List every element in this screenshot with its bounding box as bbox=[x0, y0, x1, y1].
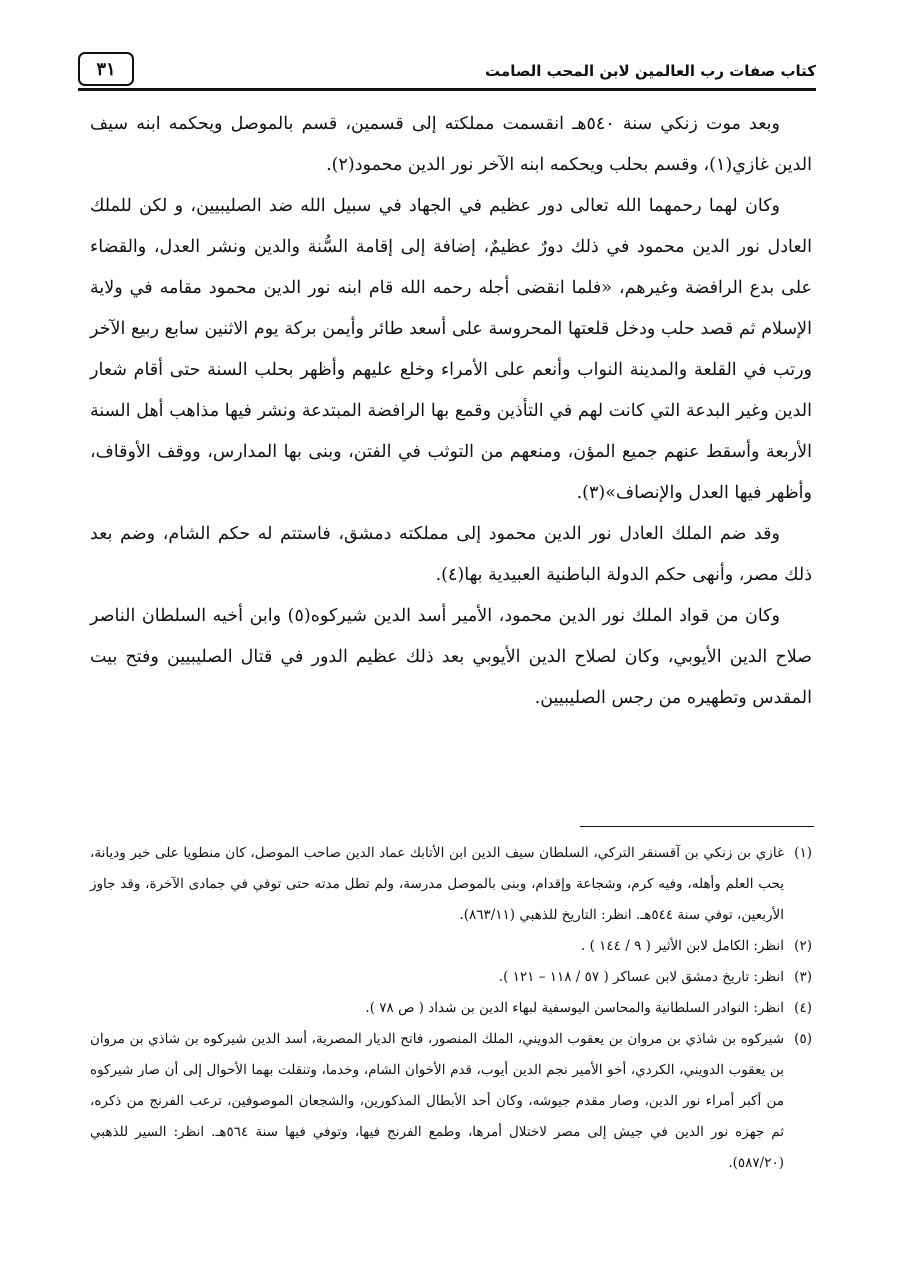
footnotes bbox=[90, 838, 812, 1179]
footnote-item bbox=[90, 931, 812, 962]
paragraph: وكان لهما رحمهما الله تعالى دور عظيم في الجهاد في سبيل الله ضد الصليبيين، و لكن للملك العادل نور الدين محمود في ذلك دورٌ عظيمٌ، إضافة إلى إقامة السُّنة والدين ونشر العدل، والقضاء على بدع الرافضة وغيرهم، «فلما انقضى أجله رحمه الله قام ابنه نور الدين محمود مقامه في ولاية الإسلام ثم قصد حلب ودخل قلعتها المحروسة على أسعد طائر وأيمن بركة يوم الاثنين سابع ربيع الآخر ورتب في القلعة والمدينة النواب وأنعم على الأمراء وخلع عليهم وأظهر بحلب السنة حتى أقام شعار الدين وغير البدعة التي كانت لهم في التأذين وقمع بها الرافضة المبتدعة ونشر فيها مذاهب أهل السنة الأربعة وأسقط عنهم جميع المؤن، ومنعهم من التوثب في الفتن، وبنى بها المدارس، ووقف الأوقاف، وأظهر فيها العدل والإنصاف»(٣). bbox=[90, 196, 812, 503]
header-divider bbox=[78, 88, 816, 91]
footnote-item bbox=[90, 838, 812, 931]
footnote-number: (١) bbox=[794, 845, 812, 861]
page-header bbox=[78, 52, 816, 92]
footnote-number: (٤) bbox=[794, 1000, 812, 1016]
footnote-number: (٣) bbox=[794, 969, 812, 985]
paragraph: وكان من قواد الملك نور الدين محمود، الأمير أسد الدين شيركوه(٥) وابن أخيه السلطان الناصر صلاح الدين الأيوبي، وكان لصلاح الدين الأيوبي بعد ذلك عظيم الدور في قتال الصليبيين وفتح بيت المقدس وتطهيره من رجس الصليبيين. bbox=[90, 606, 812, 708]
footnote-text: انظر: تاريخ دمشق لابن عساكر ( ٥٧ / ١١٨ – ١٢١ ). bbox=[498, 969, 784, 985]
footnote-text: شيركوه بن شاذي بن مروان بن يعقوب الدويني، الملك المنصور، فاتح الديار المصرية، أسد الدين شيركوه بن شاذي بن مروان بن يعقوب الدويني، الكردي، أخو الأمير نجم الدين أيوب، قدم الأخوان الشام، وخدما، وتنقلت بهما الأحوال إلى أن صار شيركوه من أكبر أمراء نور الدين، وصار مقدم جيوشه، وكان أحد الأبطال المذكورين، والشجعان الموصوفين، ترعب الفرنج من ذكره، ثم جهزه نور الدين في جيش إلى مصر لاختلال أمرها، وطمع الفرنج فيها، وتوفي فيها سنة ٥٦٤هـ. انظر: السير للذهبي (٥٨٧/٢٠). bbox=[90, 1031, 784, 1171]
main-text bbox=[90, 104, 812, 719]
footnote-divider bbox=[580, 826, 814, 827]
footnote-item bbox=[90, 1024, 812, 1179]
book-title: كتاب صفات رب العالمين لابن المحب الصامت bbox=[485, 62, 816, 80]
paragraph: وبعد موت زنكي سنة ٥٤٠هـ انقسمت مملكته إلى قسمين، قسم بالموصل ويحكمه ابنه سيف الدين غازي(١)، وقسم بحلب ويحكمه ابنه الآخر نور الدين محمود(٢). bbox=[90, 114, 812, 175]
footnote-number: (٢) bbox=[794, 938, 812, 954]
footnote-text: انظر: الكامل لابن الأثير ( ٩ / ١٤٤ ) . bbox=[581, 938, 784, 954]
page-number: ٣١ bbox=[78, 52, 134, 86]
footnote-item bbox=[90, 993, 812, 1024]
footnote-text: غازي بن زنكي بن آقسنقر التركي، السلطان سيف الدين ابن الأتابك عماد الدين صاحب الموصل، كان منطويا على خير وديانة، يحب العلم وأهله، وفيه كرم، وشجاعة وإقدام، وبنى بالموصل مدرسة، ولم تطل مدته حتى توفي في جمادى الآخرة، وقد جاوز الأربعين، توفي سنة ٥٤٤هـ. انظر: التاريخ للذهبي (٨٦٣/١١). bbox=[90, 845, 784, 923]
paragraph: وقد ضم الملك العادل نور الدين محمود إلى مملكته دمشق، فاستتم له حكم الشام، وضم بعد ذلك مصر، وأنهى حكم الدولة الباطنية العبيدية بها(٤). bbox=[90, 524, 812, 585]
footnote-text: انظر: النوادر السلطانية والمحاسن اليوسفية لبهاء الدين بن شداد ( ص ٧٨ ). bbox=[365, 1000, 784, 1016]
footnote-number: (٥) bbox=[794, 1031, 812, 1047]
footnote-item bbox=[90, 962, 812, 993]
